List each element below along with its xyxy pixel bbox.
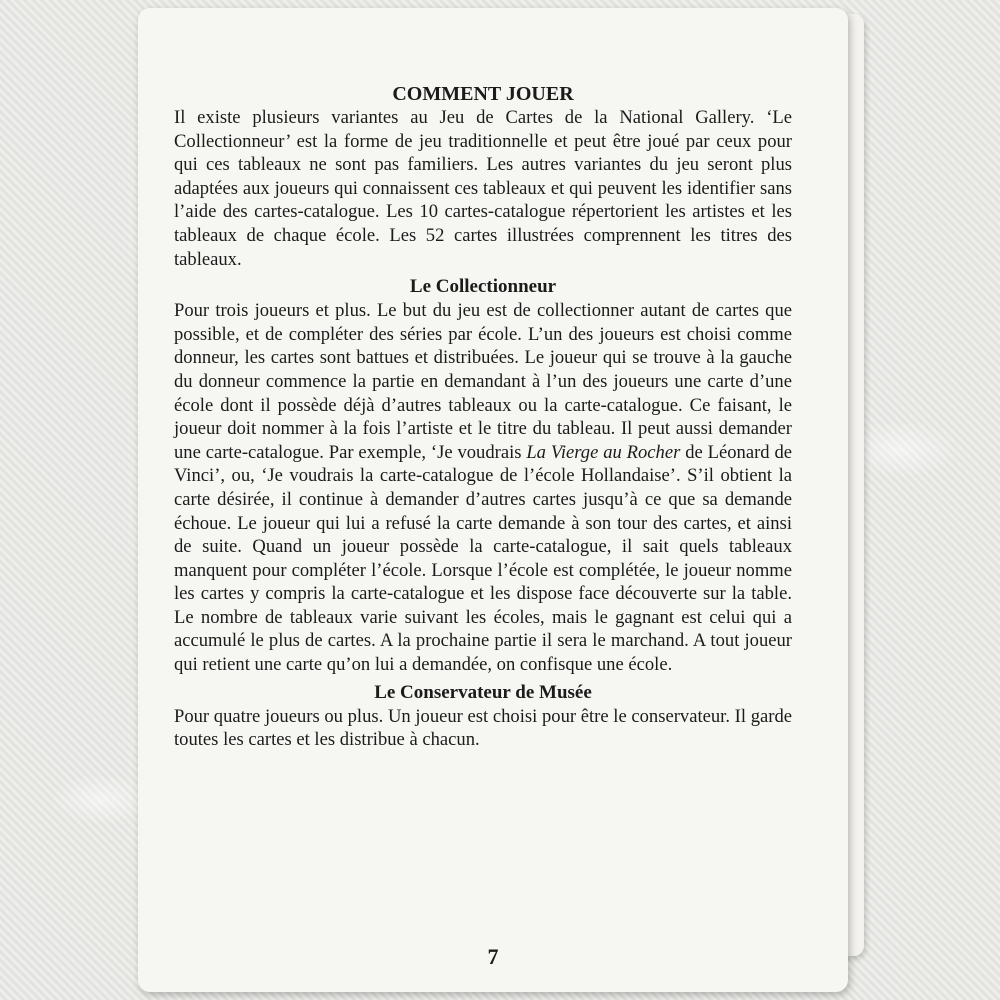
intro-paragraph: Il existe plusieurs variantes au Jeu de Cartes de la National Gallery. ‘Le Collectionneur’ est la forme de jeu traditionnelle et peut être joué par ceux pour qui ces tableaux ne sont pas familiers. Les autres variantes du jeu seront plus adaptées aux joueurs qui connaissent ces tableaux et qui peuvent les identifier sans l’aide des cartes-catalogue. Les 10 cartes-catalogue répertorient les artistes et les tableaux de chaque école. Les 52 cartes illustrées comprennent les titres des tableaux. (174, 107, 792, 270)
collectionneur-text-part2: de Léonard de Vinci’, ou, ‘Je voudrais la carte-catalogue de l’école Hollandaise’. S’il obtient la carte désirée, il continue à demander d’autres cartes jusqu’à ce que sa demande échoue. Le joueur qui lui a refusé la carte demande à son tour des cartes, et ainsi de suite. Quand un joueur possède la carte-catalogue, il sait quels tableaux manquent pour compléter l’école. Lorsque l’école est complétée, le joueur nomme les cartes y compris la carte-catalogue et les dispose face découverte sur la table. Le nombre de tableaux varie suivant les écoles, mais le gagnant est celui qui a accumulé le plus de cartes. A la prochaine partie il sera le marchand. A tout joueur qui retient une carte qu’on lui a demandée, on confisque une école. (174, 441, 792, 676)
section-title-conservateur: Le Conservateur de Musée (374, 681, 592, 703)
rules-card (138, 8, 848, 992)
conservateur-paragraph: Pour quatre joueurs ou plus. Un joueur est choisi pour être le conservateur. Il garde toutes les cartes et les distribue à chacun. (174, 705, 792, 751)
painting-title-italic: La Vierge au Rocher (526, 441, 681, 463)
page-number: 7 (487, 944, 499, 969)
collectionneur-paragraph (174, 299, 792, 677)
section-title-collectionneur: Le Collectionneur (409, 276, 557, 298)
card-title: COMMENT JOUER (392, 83, 574, 105)
collectionneur-text-part1: Pour trois joueurs et plus. Le but du jeu est de collectionner autant de cartes que possible, et de compléter des séries par école. L’un des joueurs est choisi comme donneur, les cartes sont battues et distribuées. Le joueur qui se trouve à la gauche du donneur commence la partie en demandant à l’un des joueurs une carte d’une école dont il possède déjà d’autres tableaux ou la carte-catalogue. Ce faisant, le joueur doit nommer à la fois l’artiste et le titre du tableau. Il peut aussi demander une carte-catalogue. Par exemple, ‘Je voudrais (174, 300, 792, 463)
